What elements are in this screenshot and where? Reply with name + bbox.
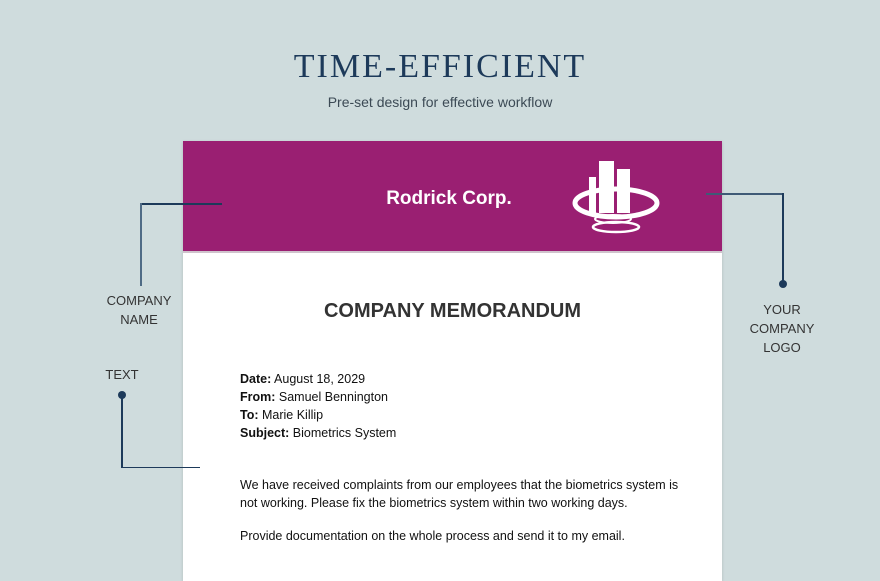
callout-line: [121, 394, 123, 468]
memo-document: [183, 141, 722, 581]
memo-paragraph: Provide documentation on the whole process and send it to my email.: [240, 529, 625, 543]
page-subtitle: Pre-set design for effective workflow: [327, 94, 553, 110]
memo-fields: [240, 370, 396, 442]
callout-dot: [779, 280, 787, 288]
callout-line: [706, 193, 783, 195]
callout-line: [140, 203, 222, 205]
company-logo-icon: [571, 155, 663, 239]
annotation-company-name: COMPANY NAME: [106, 293, 172, 327]
memo-paragraph: We have received complaints from our employees that the biometrics system is not working. Please fix the biometrics system within two working days.: [240, 478, 679, 510]
annotation-logo: YOUR COMPANY LOGO: [749, 302, 815, 355]
memo-title: COMPANY MEMORANDUM: [323, 300, 582, 322]
page-title: TIME-EFFICIENT: [293, 48, 587, 85]
header-banner: [183, 141, 722, 253]
annotation-text: TEXT: [105, 367, 139, 382]
callout-line: [140, 203, 142, 286]
field-from: From: Samuel Bennington: [240, 390, 389, 404]
callout-line: [782, 193, 784, 283]
field-to: To: Marie Killip: [240, 408, 324, 422]
field-date: Date: August 18, 2029: [240, 372, 366, 386]
callout-line: [121, 467, 200, 468]
company-name: Rodrick Corp.: [386, 188, 512, 209]
field-subject: Subject: Biometrics System: [240, 426, 397, 440]
